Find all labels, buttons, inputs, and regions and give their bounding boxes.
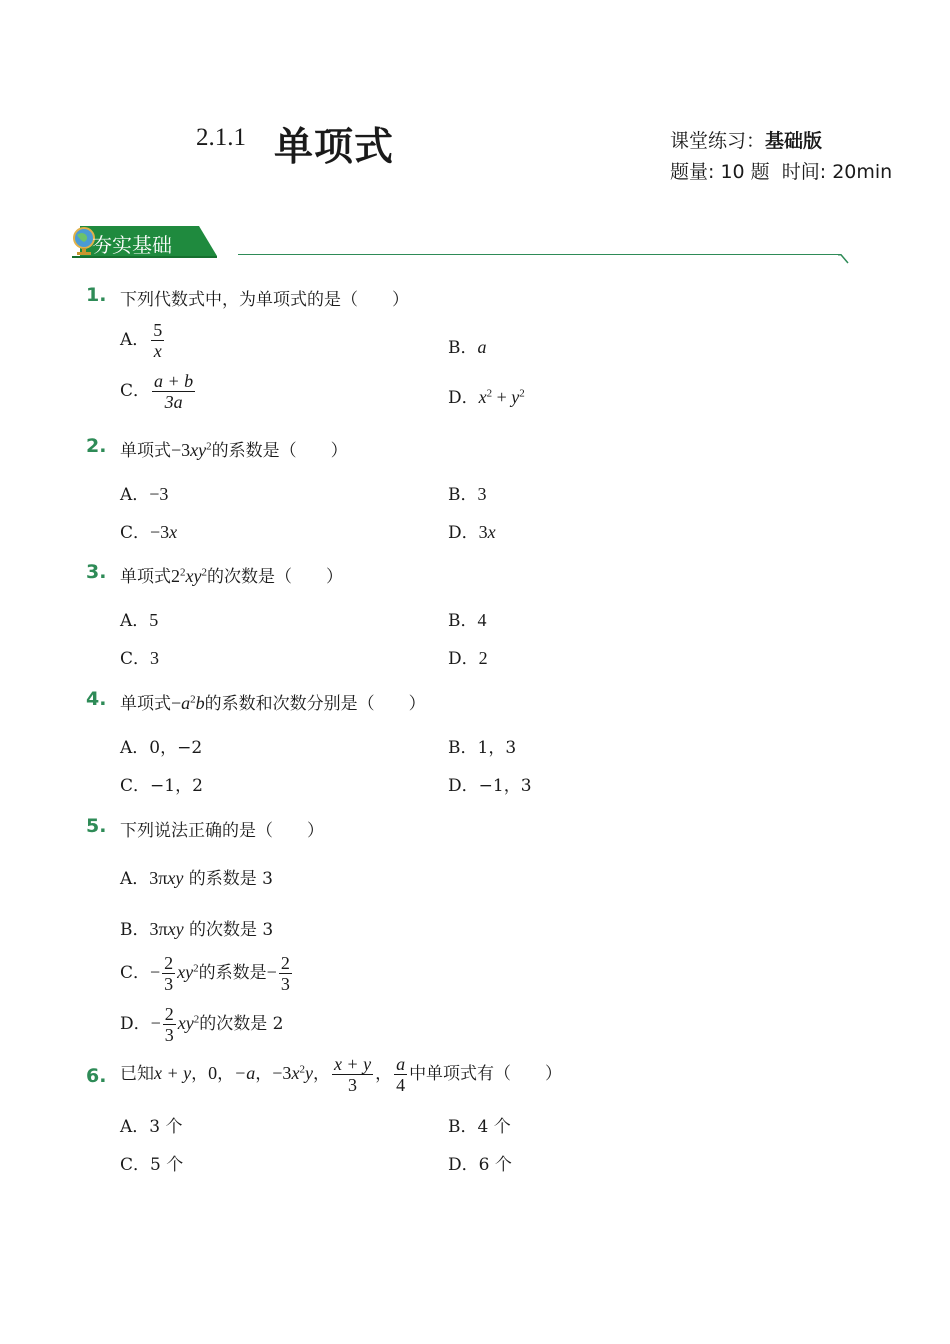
variables: xy	[177, 1013, 194, 1033]
denominator: 3a	[164, 392, 183, 412]
base: 2	[171, 566, 180, 586]
question-3-number: 3.	[86, 561, 107, 583]
question-6-number: 6.	[86, 1065, 107, 1087]
exponent: 2	[201, 566, 207, 579]
option-letter: A．	[120, 869, 150, 889]
numerator: a	[396, 1054, 406, 1074]
question-6-option-a[interactable]	[120, 1112, 183, 1137]
denominator: 3	[348, 1075, 357, 1095]
variables: xy	[167, 919, 184, 939]
option-value: 4 个	[477, 1117, 511, 1137]
section-divider	[238, 254, 840, 255]
minus-sign: −	[150, 962, 161, 982]
coefficient: −3	[171, 440, 191, 460]
exponent: 2	[193, 1013, 200, 1026]
variables: xy	[185, 566, 202, 586]
numerator: x + y	[333, 1054, 372, 1074]
variable: b	[195, 693, 205, 713]
exponent: 2	[190, 693, 196, 706]
option-value: 4	[477, 610, 487, 630]
option-value: −1，2	[150, 776, 203, 796]
text: 中单项式有（ ）	[409, 1064, 563, 1084]
exponent: 2	[486, 387, 493, 400]
option-letter: D．	[448, 649, 479, 669]
minus-sign: −	[150, 1013, 161, 1033]
option-letter: D．	[448, 523, 479, 543]
question-2-option-b[interactable]	[448, 480, 487, 505]
expression: −a	[234, 1063, 256, 1083]
question-3-option-d[interactable]	[448, 644, 488, 669]
question-3-text	[120, 562, 343, 587]
option-value: −3	[149, 484, 169, 504]
separator: ，	[375, 1064, 393, 1084]
option-letter: C．	[120, 649, 151, 669]
option-letter: D．	[448, 776, 479, 796]
question-5-option-c[interactable]	[120, 953, 294, 994]
option-text: 的系数是 3	[188, 869, 273, 889]
question-4-option-c[interactable]	[120, 771, 203, 796]
question-5-option-d[interactable]	[120, 1004, 284, 1045]
question-4-number: 4.	[86, 688, 107, 710]
option-letter: B．	[448, 485, 478, 505]
option-text: 的次数是 3	[188, 920, 274, 940]
variables: xy	[167, 868, 184, 888]
variable: a	[181, 693, 191, 713]
question-5-option-a[interactable]	[120, 864, 273, 889]
var-x: x	[478, 387, 487, 407]
coefficient: 3π	[149, 868, 168, 888]
variable: x	[291, 1063, 300, 1083]
fraction	[279, 953, 292, 994]
expression: 0	[208, 1063, 218, 1083]
exponent: 2	[193, 962, 199, 975]
question-1-text: 下列代数式中，为单项式的是（ ）	[120, 290, 409, 310]
question-2-option-d[interactable]	[448, 518, 496, 543]
question-3-option-c[interactable]	[120, 644, 159, 669]
option-letter: D．	[448, 388, 479, 408]
coefficient: −3	[150, 522, 170, 542]
option-value: 2	[478, 648, 488, 668]
text: 的系数是（ ）	[211, 441, 348, 461]
separator: ，	[217, 1064, 235, 1084]
fraction	[152, 371, 195, 412]
question-4-option-b[interactable]	[448, 733, 516, 758]
option-letter: A．	[120, 611, 150, 631]
question-4-text	[120, 689, 426, 714]
denominator: x	[153, 341, 162, 361]
page-title: 单项式	[274, 125, 395, 170]
question-6-option-b[interactable]	[448, 1112, 511, 1137]
option-letter: A．	[120, 330, 150, 350]
numerator: 2	[164, 1004, 174, 1024]
option-letter: A．	[120, 738, 150, 758]
option-letter: B．	[120, 920, 150, 940]
option-value: 5	[149, 610, 159, 630]
option-text: 的次数是 2	[199, 1014, 284, 1034]
time-limit: 时间: 20min	[781, 161, 893, 183]
separator: ，	[191, 1064, 209, 1084]
fraction	[151, 320, 164, 361]
denominator: 3	[280, 974, 290, 994]
question-5-number: 5.	[86, 815, 107, 837]
practice-label: 课堂练习：	[670, 130, 766, 152]
variables: xy	[190, 440, 207, 460]
quiz-meta	[670, 157, 892, 184]
option-value: 5 个	[150, 1155, 184, 1175]
question-6-option-c[interactable]	[120, 1150, 183, 1175]
practice-info	[670, 126, 822, 153]
option-letter: B．	[448, 611, 478, 631]
exponent: 2	[180, 566, 186, 579]
numerator: 5	[153, 320, 163, 340]
text: 已知	[120, 1064, 154, 1084]
divider-hook	[838, 254, 850, 264]
exponent: 2	[206, 440, 212, 453]
variables: xy	[177, 962, 194, 982]
section-number: 2.1.1	[196, 124, 246, 151]
option-value: 3	[477, 484, 487, 504]
coefficient: 3	[478, 522, 488, 542]
option-letter: C．	[120, 381, 151, 401]
expression: x + y	[154, 1063, 192, 1083]
numerator: 2	[164, 953, 174, 973]
text: 的系数和次数分别是（ ）	[204, 694, 426, 714]
question-6-option-d[interactable]	[448, 1150, 512, 1175]
text: 的次数是（ ）	[206, 567, 343, 587]
exponent: 2	[519, 387, 525, 400]
option-letter: A．	[120, 1117, 150, 1137]
option-value: 3 个	[149, 1117, 183, 1137]
minus-sign: −	[266, 962, 277, 982]
fraction	[162, 953, 175, 994]
separator: ，	[312, 1064, 330, 1084]
numerator: 2	[280, 953, 290, 973]
question-4-option-a[interactable]	[120, 733, 202, 758]
fraction	[163, 1004, 176, 1045]
option-text: 的系数是	[198, 963, 267, 983]
option-value: a	[477, 337, 487, 357]
separator: ，	[255, 1064, 273, 1084]
fraction	[332, 1054, 373, 1095]
question-2-option-a[interactable]	[120, 480, 168, 505]
variable: x	[169, 522, 178, 542]
denominator: 3	[164, 1025, 174, 1045]
text: 单项式	[120, 567, 171, 587]
variable: y	[304, 1063, 313, 1083]
option-letter: C．	[120, 1155, 151, 1175]
option-value: −1，3	[478, 776, 532, 796]
text: 单项式	[120, 441, 171, 461]
option-letter: B．	[448, 1117, 478, 1137]
question-5-option-b[interactable]	[120, 915, 273, 940]
question-5-text: 下列说法正确的是（ ）	[120, 821, 324, 841]
question-2-option-c[interactable]	[120, 518, 177, 543]
question-1-option-a[interactable]	[120, 320, 166, 361]
question-6-text	[120, 1054, 562, 1095]
option-letter: D．	[120, 1014, 151, 1034]
numerator: a + b	[154, 371, 194, 391]
var-y: y	[511, 387, 520, 407]
question-2-text	[120, 436, 348, 461]
practice-level: 基础版	[765, 130, 823, 152]
option-letter: C．	[120, 776, 151, 796]
option-letter: B．	[448, 738, 478, 758]
option-letter: D．	[448, 1155, 479, 1175]
question-1-option-c[interactable]	[120, 371, 197, 412]
coefficient: −3	[272, 1063, 292, 1083]
exponent: 2	[299, 1063, 305, 1076]
coefficient: 3π	[149, 919, 168, 939]
fraction	[394, 1054, 407, 1095]
question-3-option-a[interactable]	[120, 606, 158, 631]
option-letter: A．	[120, 485, 150, 505]
text: 单项式	[120, 694, 171, 714]
option-letter: B．	[448, 338, 478, 358]
minus-sign: −	[171, 693, 182, 713]
denominator: 4	[396, 1075, 406, 1095]
question-1-number: 1.	[86, 284, 107, 306]
question-count: 题量: 10 题	[670, 161, 770, 183]
option-letter: C．	[120, 523, 151, 543]
denominator: 3	[164, 974, 174, 994]
option-value: 6 个	[478, 1155, 512, 1175]
option-value: 1，3	[477, 738, 517, 758]
option-letter: C．	[120, 963, 151, 983]
question-3-option-b[interactable]	[448, 606, 487, 631]
variable: x	[487, 522, 496, 542]
plus-sign: +	[492, 387, 512, 407]
question-1-option-b[interactable]	[448, 333, 487, 358]
question-1-option-d[interactable]	[448, 383, 525, 408]
option-value: 0，−2	[149, 738, 203, 758]
section-label: 夯实基础	[92, 233, 172, 257]
question-4-option-d[interactable]	[448, 771, 532, 796]
question-2-number: 2.	[86, 435, 107, 457]
option-value: 3	[150, 648, 160, 668]
